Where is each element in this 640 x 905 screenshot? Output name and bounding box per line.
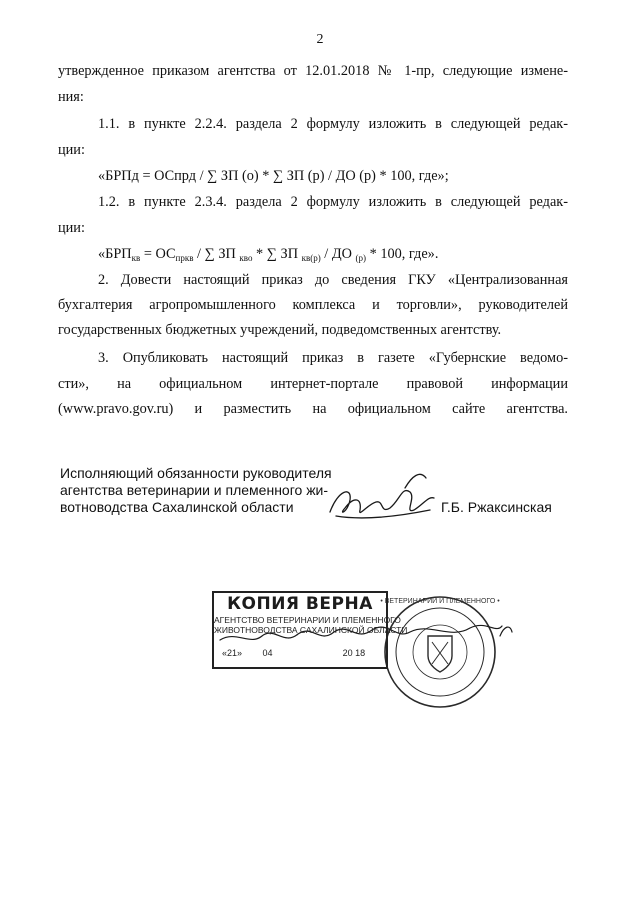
stamp-title: КОПИЯ ВЕРНА xyxy=(227,594,373,614)
item-1-2-line-2: ции: xyxy=(58,220,85,236)
stamp-agency-line-1: АГЕНТСТВО ВЕТЕРИНАРИИ И ПЛЕМЕННОГО xyxy=(214,615,401,625)
item-2-line-3: государственных бюджетных учреждений, подведомственных агентству. xyxy=(58,322,502,338)
stamp-agency-line-2: ЖИВОТНОВОДСТВА САХАЛИНСКОЙ ОБЛАСТИ xyxy=(214,625,408,635)
copy-certified-stamp xyxy=(212,591,408,669)
formula-2: «$БРП_{кв} = ОС_{пркв}$ / ∑ ЗП $_{кво}$ * ∑ ЗП $_{кв(р)}$ / ДО $_{(р)}$ * 100, где». xyxy=(98,246,439,263)
intro-line-2: ния: xyxy=(58,89,84,105)
intro-line-1: утвержденное приказом агентства от 12.01.2018 № 1-пр, следующие измене- xyxy=(58,63,568,79)
page-number: 2 xyxy=(316,32,324,47)
svg-text:• ВЕТЕРИНАРИИ И ПЛЕМЕННОГО •: • ВЕТЕРИНАРИИ И ПЛЕМЕННОГО • xyxy=(380,598,500,605)
item-2-line-1: 2. Довести настоящий приказ до сведения ГКУ «Централизованная xyxy=(98,272,568,288)
item-1-1-line-1: 1.1. в пункте 2.2.4. раздела 2 формулу изложить в следующей редак- xyxy=(98,116,568,132)
handwritten-signature xyxy=(330,474,434,518)
item-3-line-2: сти», на официальном интернет-портале правовой информации xyxy=(58,376,568,392)
stamp-date-year: 20 18 xyxy=(342,648,366,658)
signatory-title-line-1: Исполняющий обязанности руководителя xyxy=(60,465,332,481)
item-1-1-line-2: ции: xyxy=(58,142,85,158)
round-seal xyxy=(380,597,500,707)
stamp-date: «21» 04 20 18 xyxy=(222,648,366,658)
signatory-name: Г.Б. Ржаксинская xyxy=(441,499,552,515)
signatory-title-line-2: агентства ветеринарии и племенного жи- xyxy=(60,482,329,498)
item-1-2-line-1: 1.2. в пункте 2.3.4. раздела 2 формулу изложить в следующей редак- xyxy=(98,194,568,210)
item-3-line-1: 3. Опубликовать настоящий приказ в газете «Губернские ведомо- xyxy=(98,350,568,366)
formula-1: «БРПд = ОСпрд / ∑ ЗП (о) * ∑ ЗП (р) / ДО (р) * 100, где»; xyxy=(98,168,449,184)
stamp-date-month: 04 xyxy=(262,648,273,658)
item-3-line-3: (www.pravo.gov.ru) и разместить на официальном сайте агентства. xyxy=(58,401,568,417)
stamp-date-day: 21 xyxy=(227,648,238,658)
signatory-title-line-3: вотноводства Сахалинской области xyxy=(60,499,294,515)
item-2-line-2: бухгалтерия агропромышленного комплекса и торговли», руководителей xyxy=(58,297,568,313)
